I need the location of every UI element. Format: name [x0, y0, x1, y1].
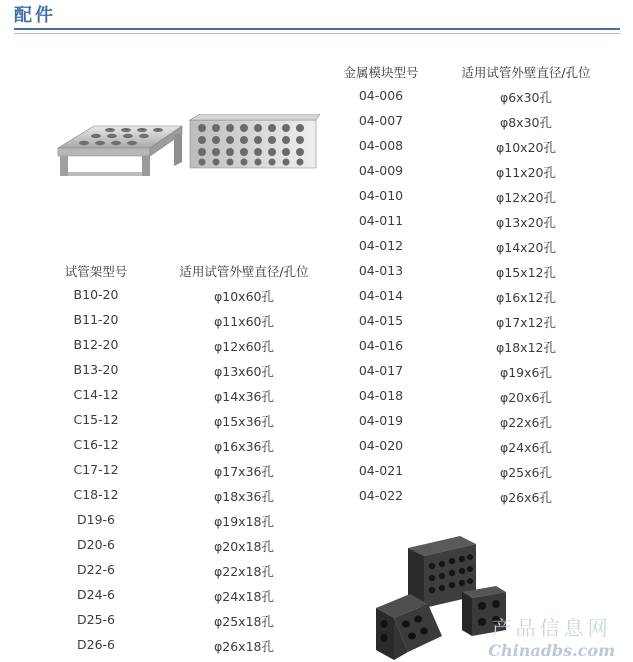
- model-cell: B13-20: [73, 362, 119, 377]
- spec-cell: φ13x20孔: [496, 215, 556, 230]
- model-cell: 04-018: [358, 388, 404, 403]
- column-header-spec: 适用试管外壁直径/孔位: [461, 65, 591, 80]
- model-cell: 04-012: [358, 238, 404, 253]
- watermark: [488, 612, 615, 660]
- spec-cell: φ18x12孔: [496, 340, 556, 355]
- spec-cell: φ10x60孔: [214, 289, 274, 304]
- model-cell: 04-019: [358, 413, 404, 428]
- spec-cell: φ25x18孔: [214, 614, 274, 629]
- model-cell: 04-008: [358, 138, 404, 153]
- spec-cell: φ13x60孔: [214, 364, 274, 379]
- spec-cell: φ10x20孔: [496, 140, 556, 155]
- spec-cell: φ14x36孔: [214, 389, 274, 404]
- model-cell: C15-12: [73, 412, 119, 427]
- model-cell: C16-12: [73, 437, 119, 452]
- model-cell: C14-12: [73, 387, 119, 402]
- model-cell: 04-007: [358, 113, 404, 128]
- model-cell: D24-6: [77, 587, 115, 602]
- spec-cell: φ16x36孔: [214, 439, 274, 454]
- model-cell: 04-009: [358, 163, 404, 178]
- watermark-en: Chinadbs.com: [488, 641, 615, 660]
- spec-cell: φ20x18孔: [214, 539, 274, 554]
- spec-cell: φ12x20孔: [496, 190, 556, 205]
- column-header-model: 金属模块型号: [343, 65, 419, 80]
- spec-cell: φ19x6孔: [499, 365, 552, 380]
- spec-cell: φ12x60孔: [214, 339, 274, 354]
- watermark-cn: 产品信息网: [491, 616, 612, 640]
- spec-cell: φ24x6孔: [499, 440, 552, 455]
- model-cell: 04-016: [358, 338, 404, 353]
- spec-cell: φ26x6孔: [499, 490, 552, 505]
- column-header-spec: 适用试管外壁直径/孔位: [179, 264, 309, 279]
- model-cell: D25-6: [77, 612, 115, 627]
- model-cell: 04-020: [358, 438, 404, 453]
- spec-cell: φ24x18孔: [214, 589, 274, 604]
- column-header-model: 试管架型号: [64, 264, 128, 279]
- model-cell: B12-20: [73, 337, 119, 352]
- model-cell: D22-6: [77, 562, 115, 577]
- model-cell: 04-015: [358, 313, 404, 328]
- model-cell: 04-006: [358, 88, 404, 103]
- model-cell: D26-6: [77, 637, 115, 652]
- model-cell: D20-6: [77, 537, 115, 552]
- model-cell: C18-12: [73, 487, 119, 502]
- model-cell: 04-010: [358, 188, 404, 203]
- model-cell: 04-011: [358, 213, 404, 228]
- stainless-steel-tube-rack-icon: [54, 114, 324, 180]
- model-cell: 04-017: [358, 363, 404, 378]
- spec-cell: φ18x36孔: [214, 489, 274, 504]
- spec-cell: φ8x30孔: [499, 115, 552, 130]
- header-divider: [14, 28, 620, 30]
- spec-cell: φ25x6孔: [499, 465, 552, 480]
- model-cell: 04-022: [358, 488, 404, 503]
- spec-cell: φ16x12孔: [496, 290, 556, 305]
- page-title: 配件: [14, 5, 56, 26]
- model-cell: 04-021: [358, 463, 404, 478]
- spec-cell: φ17x36孔: [214, 464, 274, 479]
- model-cell: B10-20: [73, 287, 119, 302]
- model-cell: C17-12: [73, 462, 119, 477]
- spec-cell: φ6x30孔: [499, 90, 552, 105]
- spec-cell: φ14x20孔: [496, 240, 556, 255]
- spec-cell: φ15x12孔: [496, 265, 556, 280]
- spec-cell: φ22x18孔: [214, 564, 274, 579]
- spec-cell: φ17x12孔: [496, 315, 556, 330]
- model-cell: D19-6: [77, 512, 115, 527]
- header-divider-thin: [14, 33, 620, 34]
- model-cell: B11-20: [73, 312, 119, 327]
- spec-cell: φ11x20孔: [496, 165, 556, 180]
- spec-cell: φ22x6孔: [499, 415, 552, 430]
- model-cell: 04-014: [358, 288, 404, 303]
- spec-cell: φ20x6孔: [499, 390, 552, 405]
- spec-cell: φ19x18孔: [214, 514, 274, 529]
- spec-cell: φ11x60孔: [214, 314, 274, 329]
- model-cell: 04-013: [358, 263, 404, 278]
- spec-cell: φ15x36孔: [214, 414, 274, 429]
- spec-cell: φ26x18孔: [214, 639, 274, 654]
